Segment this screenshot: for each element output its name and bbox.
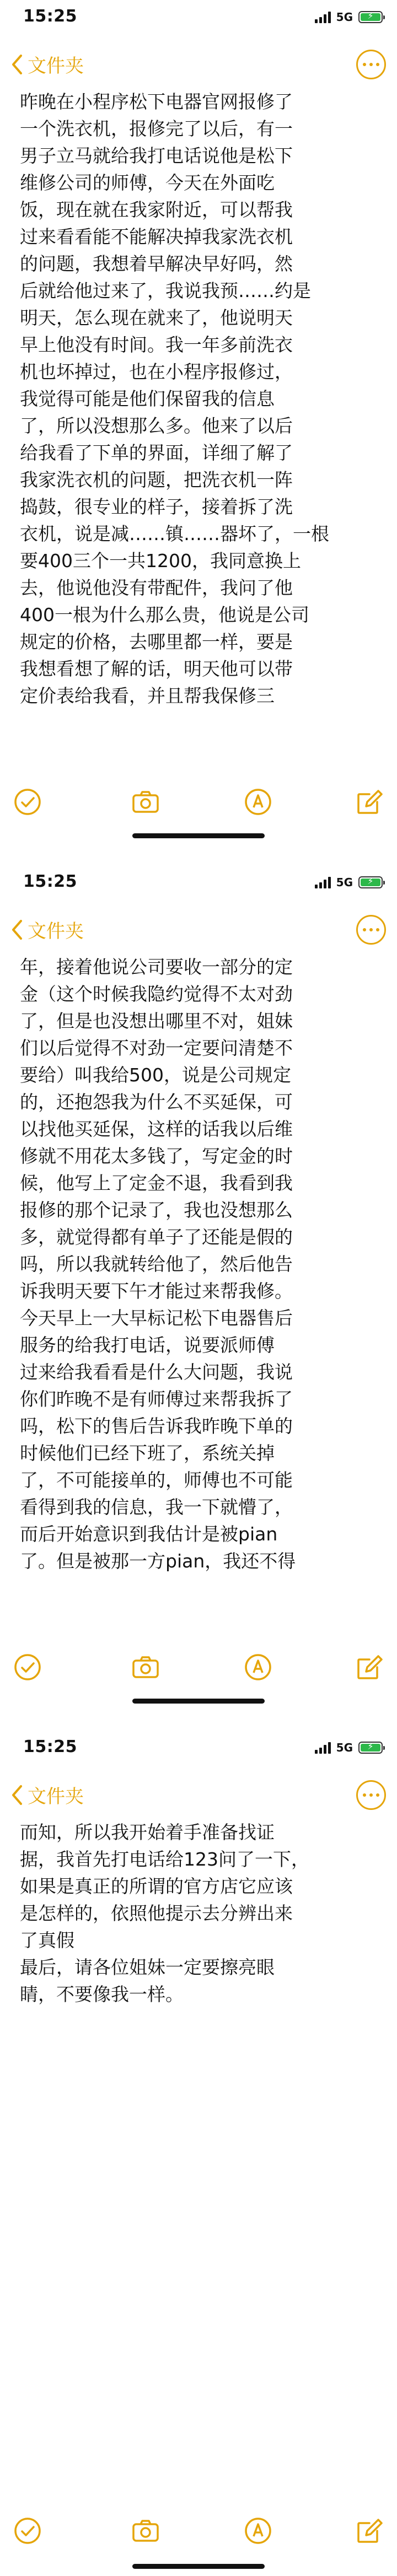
note-body[interactable]: [20, 1819, 384, 2008]
camera-button[interactable]: [130, 1652, 161, 1683]
note-line: 今天早上一大早标记松下电器售后: [20, 1307, 293, 1329]
note-line: 了，不可能接单的，师傅也不可能: [20, 1469, 293, 1491]
note-line: 维修公司的师傅，今天在外面吃: [20, 172, 275, 193]
note-body[interactable]: [20, 953, 384, 1575]
note-screen-3: [0, 1731, 397, 2576]
note-line: 的，还抱怨我为什么不买延保，可: [20, 1091, 293, 1113]
note-line: 最后，请各位姐妹一定要擦亮眼: [20, 1957, 275, 1978]
note-line: 机也坏掉过，也在小程序报修过，: [20, 361, 293, 382]
note-line: 金（这个时候我隐约觉得不太对劲: [20, 983, 293, 1005]
note-line: 我觉得可能是他们保留我的信息: [20, 388, 275, 409]
note-line: 过来给我看看是什么大问题，我说: [20, 1361, 293, 1383]
compose-icon: [355, 788, 384, 816]
checklist-icon: [13, 2516, 42, 2545]
compose-icon: [355, 2516, 384, 2545]
more-options-button[interactable]: [356, 915, 386, 945]
note-line: 吗，松下的售后告诉我昨晚下单的: [20, 1415, 293, 1437]
note-line: 们以后觉得不对劲一定要问清楚不: [20, 1037, 293, 1059]
pen-markup-icon: [244, 788, 272, 816]
note-line: 给我看了下单的界面，详细了解了: [20, 442, 293, 464]
note-line: 而知，所以我开始着手准备找证: [20, 1821, 275, 1843]
note-line: 看得到我的信息，我一下就懵了，: [20, 1496, 293, 1518]
network-label: 5G: [336, 876, 353, 889]
bottom-toolbar: [0, 2509, 397, 2553]
note-line: 了。但是被那一方pian，我还不得: [20, 1550, 296, 1572]
camera-icon: [131, 2516, 160, 2545]
camera-icon: [131, 788, 160, 816]
battery-icon: ⚡: [358, 11, 383, 23]
camera-icon: [131, 1653, 160, 1682]
note-line: 睛，不要像我一样。: [20, 1984, 184, 2005]
back-button[interactable]: [10, 1781, 84, 1808]
note-line: 时候他们已经下班了，系统关掉: [20, 1442, 275, 1464]
status-time: 15:25: [23, 872, 77, 891]
chevron-left-icon: [10, 919, 24, 941]
note-line: 捣鼓，很专业的样子，接着拆了洗: [20, 496, 293, 518]
note-line: 年，接着他说公司要收一部分的定: [20, 956, 293, 978]
compose-button[interactable]: [354, 2515, 385, 2546]
note-line: 以找他买延保，这样的话我以后维: [20, 1118, 293, 1140]
back-button[interactable]: [10, 51, 84, 78]
note-line: 我家洗衣机的问题，把洗衣机一阵: [20, 469, 293, 491]
battery-icon: ⚡: [358, 1742, 383, 1754]
signal-icon: [315, 1742, 331, 1754]
compose-button[interactable]: [354, 1652, 385, 1683]
note-line: 400一根为什么那么贵，他说是公司: [20, 604, 309, 626]
note-line: 早上他没有时间。我一年多前洗衣: [20, 334, 293, 355]
status-icons: [315, 874, 383, 891]
note-line: 诉我明天要下午才能过来帮我修。: [20, 1280, 293, 1302]
checklist-button[interactable]: [12, 786, 43, 817]
more-options-button[interactable]: [356, 50, 386, 79]
status-bar: [0, 865, 397, 901]
more-options-button[interactable]: [356, 1780, 386, 1810]
markup-button[interactable]: [243, 1652, 273, 1683]
status-bar: [0, 0, 397, 35]
note-line: 多，就觉得都有单子了还能是假的: [20, 1226, 293, 1248]
note-line: 衣机，说是减……镇……器坏了，一根: [20, 523, 329, 545]
note-line: 候，他写上了定金不退，我看到我: [20, 1172, 293, 1194]
back-label: 文件夹: [28, 1786, 84, 1808]
back-label: 文件夹: [28, 920, 84, 942]
chevron-left-icon: [10, 53, 24, 76]
note-line: 明天，怎么现在就来了，他说明天: [20, 307, 293, 328]
note-line: 如果是真正的所谓的官方店它应该: [20, 1876, 293, 1897]
note-line: 据，我首先打电话给123问了一下，: [20, 1849, 309, 1870]
compose-button[interactable]: [354, 786, 385, 817]
note-line: 去，他说他没有带配件，我问了他: [20, 577, 293, 599]
more-dots-icon: [363, 1793, 366, 1797]
nav-bar: [0, 1776, 397, 1814]
signal-icon: [315, 876, 331, 888]
note-line: 报修的那个记录了，我也没想那么: [20, 1199, 293, 1221]
back-label: 文件夹: [28, 55, 84, 77]
note-line: 过来看看能不能解决掉我家洗衣机: [20, 226, 293, 247]
note-line: 了，所以没想那么多。他来了以后: [20, 415, 293, 436]
note-line: 吗，所以我就转给他了，然后他告: [20, 1253, 293, 1275]
note-body[interactable]: [20, 88, 384, 709]
note-line: 服务的给我打电话，说要派师傅: [20, 1334, 275, 1356]
battery-icon: ⚡: [358, 876, 383, 888]
markup-button[interactable]: [243, 2515, 273, 2546]
note-line: 男子立马就给我打电话说他是松下: [20, 145, 293, 166]
note-screen-2: [0, 865, 397, 1709]
note-line: 饭，现在就在我家附近，可以帮我: [20, 199, 293, 220]
checklist-button[interactable]: [12, 1652, 43, 1683]
note-line: 了真假: [20, 1930, 74, 1951]
more-dots-icon: [363, 928, 366, 931]
note-line: 要400三个一共1200，我同意换上: [20, 550, 301, 572]
bottom-toolbar: [0, 1645, 397, 1689]
back-button[interactable]: [10, 916, 84, 943]
signal-icon: [315, 11, 331, 23]
network-label: 5G: [336, 1741, 353, 1754]
status-time: 15:25: [23, 7, 77, 26]
network-label: 5G: [336, 10, 353, 24]
note-line: 我想看想了解的话，明天他可以带: [20, 658, 293, 680]
pen-markup-icon: [244, 1653, 272, 1682]
status-icons: [315, 1739, 383, 1756]
checklist-button[interactable]: [12, 2515, 43, 2546]
markup-button[interactable]: [243, 786, 273, 817]
home-indicator: [132, 1699, 265, 1704]
note-line: 定价表给我看，并且帮我保修三: [20, 685, 275, 707]
status-bar: [0, 1731, 397, 1766]
note-line: 一个洗衣机，报修完了以后，有一: [20, 118, 293, 139]
home-indicator: [132, 833, 265, 838]
nav-bar: [0, 910, 397, 949]
note-line: 修就不用花太多钱了，写定金的时: [20, 1145, 293, 1167]
camera-button[interactable]: [130, 786, 161, 817]
note-line: 你们昨晚不是有师傅过来帮我拆了: [20, 1388, 293, 1410]
checklist-icon: [13, 1653, 42, 1682]
checklist-icon: [13, 788, 42, 816]
note-line: 后就给他过来了，我说我预……约是: [20, 280, 311, 301]
note-line: 的问题，我想着早解决早好吗，然: [20, 253, 293, 274]
status-time: 15:25: [23, 1737, 77, 1756]
note-line: 要给）叫我给500，说是公司规定: [20, 1064, 291, 1086]
note-line: 昨晚在小程序松下电器官网报修了: [20, 91, 293, 112]
chevron-left-icon: [10, 1784, 24, 1806]
more-dots-icon: [363, 63, 366, 66]
camera-button[interactable]: [130, 2515, 161, 2546]
note-screen-1: [0, 0, 397, 843]
note-line: 了，但是也没想出哪里不对，姐妹: [20, 1010, 293, 1032]
home-indicator: [132, 2564, 265, 2569]
nav-bar: [0, 45, 397, 84]
bottom-toolbar: [0, 780, 397, 824]
status-icons: [315, 9, 383, 25]
note-line: 规定的价格，去哪里都一样，要是: [20, 631, 293, 653]
note-line: 是怎样的，依照他提示去分辨出来: [20, 1903, 293, 1924]
note-line: 而后开始意识到我估计是被pian: [20, 1523, 278, 1545]
compose-icon: [355, 1653, 384, 1682]
pen-markup-icon: [244, 2516, 272, 2545]
